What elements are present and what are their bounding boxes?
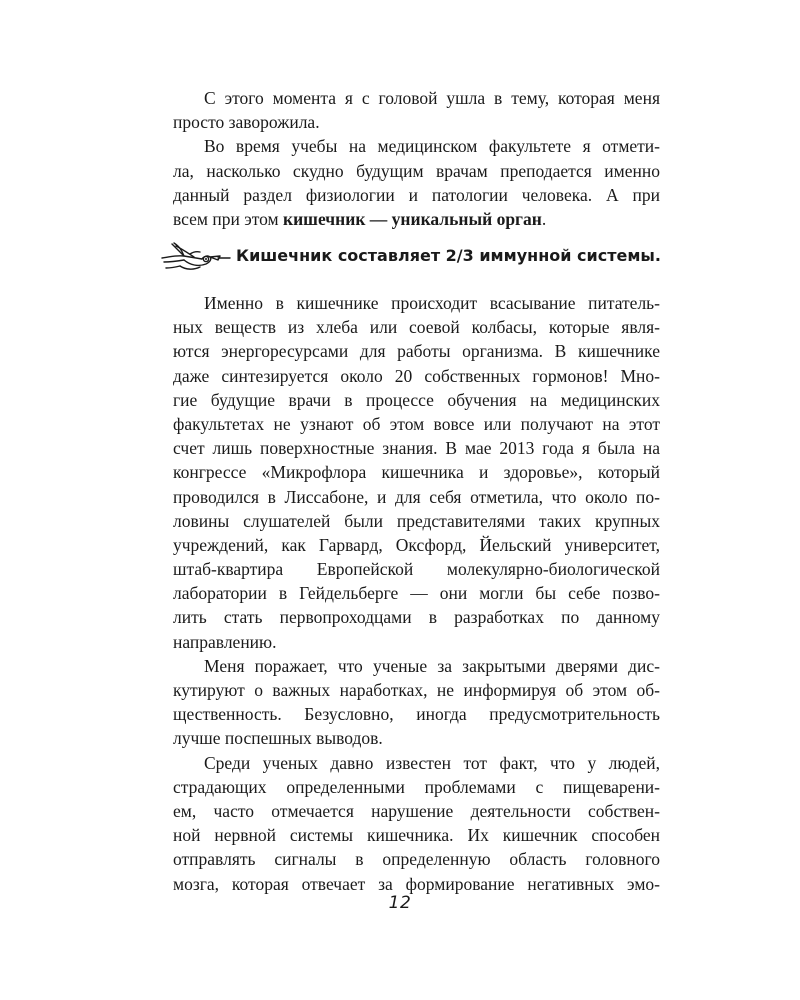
text-line: кутируют о важных наработках, не информируя об этом об- — [173, 680, 660, 700]
text-line: штаб-квартира Европейской молекулярно-биологической — [173, 559, 660, 580]
text-line: данный раздел физиологии и патологии человека. А при — [173, 184, 660, 205]
text-line: Во время учебы на медицинском факультете я отмети- — [204, 136, 660, 157]
text-line: факультетах не узнают об этом вовсе или получают на этот — [173, 413, 660, 434]
callout-text: Кишечник составляет 2/3 иммунной системы. — [236, 246, 661, 265]
text-line: лить стать первопроходцами в разработках по данному — [173, 607, 660, 628]
text-line: Меня поражает, что ученые за закрытыми дверями дис- — [204, 655, 660, 676]
text-line: отправлять сигналы в определенную область головного — [173, 849, 660, 870]
text-line: ловины слушателей были представителями таких крупных — [173, 510, 660, 531]
text-line: С этого момента я с головой ушла в тему, которая меня — [204, 88, 660, 108]
main-paragraphs — [173, 291, 660, 896]
hand-drawn-bird-icon — [160, 240, 232, 274]
text-line: Именно в кишечнике происходит всасывание питатель- — [204, 293, 660, 313]
text-line: счет лишь поверхностные знания. В мае 2013 года я была на — [173, 438, 660, 459]
text-line: ной нервной системы кишечника. Их кишечник способен — [173, 825, 660, 846]
text-line: Среди ученых давно известен тот факт, что у людей, — [204, 752, 660, 773]
text-line: ла, насколько скудно будущим врачам преподается именно — [173, 160, 660, 181]
intro-paragraph — [173, 86, 660, 231]
text-line: лаборатории в Гейдельберге — они могли бы себе позво- — [173, 583, 660, 604]
text-line-with-emphasis — [173, 207, 660, 231]
text-line: мозга, которая отвечает за формирование негативных эмо- — [173, 873, 660, 894]
text-line: учреждений, как Гарвард, Оксфорд, Йельский университет, — [173, 534, 660, 555]
text-line: щественность. Безусловно, иногда предусмотрительность — [173, 704, 660, 725]
text-line: даже синтезируется около 20 собственных гормонов! Мно- — [173, 365, 660, 386]
callout-fact — [160, 240, 660, 274]
text-line: страдающих определенными проблемами с пищеварени- — [173, 776, 660, 797]
text-line: ных веществ из хлеба или соевой колбасы, которые явля- — [173, 317, 660, 338]
text-line: гие будущие врачи в процессе обучения на медицинских — [173, 389, 660, 410]
bold-emphasis: кишечник — уникальный орган — [283, 208, 542, 229]
text-suffix: . — [541, 208, 547, 229]
page-number: 12 — [388, 893, 412, 913]
text-line: направлению. — [173, 631, 277, 652]
text-line: ются энергоресурсами для работы организма. В кишечнике — [173, 341, 660, 362]
text-line: конгрессе «Микрофлора кишечника и здоровье», который — [173, 462, 660, 483]
text-line: ем, часто отмечается нарушение деятельности собствен- — [173, 800, 660, 821]
text-line: просто заворожила. — [173, 112, 320, 133]
text-line: проводился в Лиссабоне, и для себя отметила, что около по- — [173, 486, 660, 507]
text-line: лучше поспешных выводов. — [173, 728, 383, 749]
text-prefix: всем при этом — [173, 208, 284, 229]
